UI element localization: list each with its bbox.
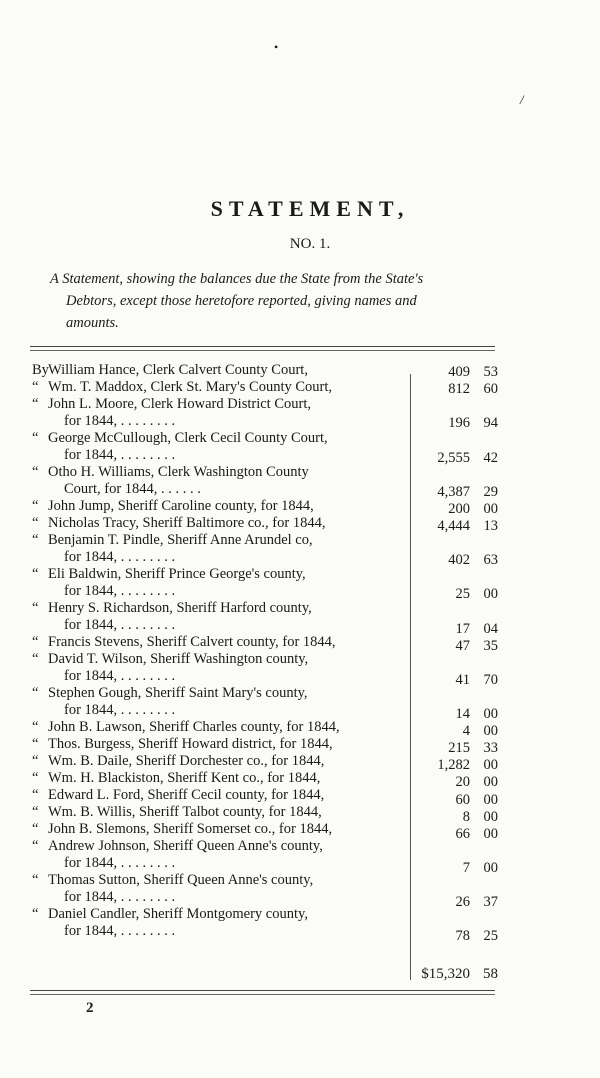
bottom-rule <box>30 990 495 991</box>
amount-cents: 70 <box>483 671 498 688</box>
entry-amount <box>412 740 498 757</box>
debtor-description: John L. Moore, Clerk Howard District Court, <box>48 396 311 412</box>
amount-cents: 13 <box>483 517 498 534</box>
entry-prefix: “ <box>32 821 39 837</box>
debtor-continuation-line: for 1844, . . . . . . . . <box>64 617 176 633</box>
debtor-description: Stephen Gough, Sheriff Saint Mary's county, <box>48 685 308 701</box>
amount-cents: 60 <box>483 381 498 398</box>
entry-amount <box>412 792 498 809</box>
debtor-continuation-line: for 1844, . . . . . . . . <box>64 583 176 599</box>
debtor-continuation-line: for 1844, . . . . . . . . <box>64 702 176 718</box>
debtor-name-line <box>32 362 412 379</box>
entry-prefix: “ <box>32 515 39 531</box>
debtor-description: Wm. T. Maddox, Clerk St. Mary's County Court, <box>48 379 333 395</box>
debtor-description: Wm. B. Willis, Sheriff Talbot county, for 1844, <box>48 804 322 820</box>
debtor-description: Eli Baldwin, Sheriff Prince George's county, <box>48 566 306 582</box>
statement-description <box>50 268 510 334</box>
debtor-entry <box>32 430 412 464</box>
debtor-continuation-line: for 1844, . . . . . . . . <box>64 668 176 684</box>
entry-amount <box>412 586 498 603</box>
amount-dollars: 7 <box>462 859 470 876</box>
debtor-description: Benjamin T. Pindle, Sheriff Anne Arundel co, <box>48 532 313 548</box>
entry-amount <box>412 706 498 723</box>
debtor-name-line <box>32 498 412 515</box>
amount-dollars: 200 <box>448 500 470 517</box>
amount-dollars: 78 <box>455 928 470 945</box>
entry-prefix: “ <box>32 719 39 735</box>
amount-dollars: 41 <box>455 671 470 688</box>
entry-prefix: “ <box>32 906 39 922</box>
debtor-entry <box>32 804 412 821</box>
entry-prefix: “ <box>32 804 39 820</box>
debtor-name-line <box>32 532 412 549</box>
statement-number: NO. 1. <box>289 236 331 252</box>
debtor-description: William Hance, Clerk Calvert County Court, <box>48 362 308 378</box>
debtor-entry <box>32 821 412 838</box>
entry-prefix: “ <box>32 753 39 769</box>
debtor-entry <box>32 498 412 515</box>
debtor-name-line <box>32 787 412 804</box>
debtor-name-line <box>32 770 412 787</box>
entry-prefix: “ <box>32 532 39 548</box>
debtor-name-line <box>32 566 412 583</box>
amount-cents: 00 <box>483 723 498 740</box>
intro-line-3: amounts. <box>66 315 119 331</box>
entry-amount <box>412 450 498 467</box>
debtor-name-line <box>32 906 412 923</box>
entry-prefix: “ <box>32 566 39 582</box>
amount-cents: 33 <box>483 740 498 757</box>
amount-cents: 00 <box>483 859 498 876</box>
debtor-name-line <box>32 515 412 532</box>
amount-cents: 00 <box>483 825 498 842</box>
total-cents: 58 <box>483 966 498 982</box>
entry-amount <box>412 552 498 569</box>
entry-prefix: “ <box>32 379 39 395</box>
debtor-continuation-line: for 1844, . . . . . . . . <box>64 447 176 463</box>
entry-prefix: “ <box>32 872 39 888</box>
debtor-description: Thos. Burgess, Sheriff Howard district, for 1844, <box>48 736 333 752</box>
top-rule <box>30 346 495 347</box>
amount-cents: 53 <box>483 364 498 380</box>
debtor-continuation-line: for 1844, . . . . . . . . <box>64 923 176 939</box>
total-amount <box>412 966 498 983</box>
debtor-entry <box>32 753 412 770</box>
amount-dollars: 2,555 <box>437 449 470 466</box>
debtor-name-line <box>32 753 412 770</box>
amount-cents: 29 <box>483 483 498 500</box>
debtor-entry <box>32 464 412 498</box>
amount-dollars: 47 <box>455 637 470 654</box>
debtor-entry <box>32 600 412 634</box>
entry-amount <box>412 484 498 501</box>
debtor-continuation-line: for 1844, . . . . . . . . <box>64 855 176 871</box>
entry-prefix: “ <box>32 396 39 412</box>
entry-prefix: By <box>32 362 49 378</box>
amount-dollars: 25 <box>455 586 470 603</box>
entry-prefix: “ <box>32 736 39 752</box>
amount-dollars: 4 <box>462 723 470 740</box>
amount-dollars: 812 <box>448 381 470 398</box>
debtor-entry <box>32 532 412 566</box>
entry-prefix: “ <box>32 464 39 480</box>
total-dollars: $15,320 <box>421 966 470 982</box>
entry-amount <box>412 757 498 774</box>
debtor-entry <box>32 651 412 685</box>
debtor-entry <box>32 770 412 787</box>
debtor-entry <box>32 685 412 719</box>
entry-prefix: “ <box>32 430 39 446</box>
amount-dollars: 402 <box>448 552 470 569</box>
debtor-continuation-line: Court, for 1844, . . . . . . <box>64 481 201 497</box>
amount-dollars: 4,444 <box>437 517 470 534</box>
page-number: 2 <box>86 1000 94 1016</box>
amount-dollars: 66 <box>455 825 470 842</box>
debtor-name-line <box>32 634 412 651</box>
entry-prefix: “ <box>32 498 39 514</box>
amount-cents: 00 <box>483 757 498 774</box>
entry-prefix: “ <box>32 838 39 854</box>
debtor-entry <box>32 838 412 872</box>
amount-cents: 00 <box>483 500 498 517</box>
debtor-description: Thomas Sutton, Sheriff Queen Anne's county, <box>48 872 314 888</box>
debtor-description: John Jump, Sheriff Caroline county, for 1844, <box>48 498 314 514</box>
amount-dollars: 4,387 <box>437 483 470 500</box>
debtor-entry <box>32 719 412 736</box>
debtor-entry <box>32 515 412 532</box>
entry-prefix: “ <box>32 787 39 803</box>
amount-cents: 63 <box>483 552 498 569</box>
debtor-entry <box>32 787 412 804</box>
top-rule-double <box>30 350 495 351</box>
debtor-description: Francis Stevens, Sheriff Calvert county, for 1844, <box>48 634 336 650</box>
amount-cents: 00 <box>483 586 498 603</box>
amount-dollars: 20 <box>455 774 470 791</box>
amount-cents: 35 <box>483 637 498 654</box>
entry-prefix: “ <box>32 651 39 667</box>
entry-prefix: “ <box>32 600 39 616</box>
amount-cents: 00 <box>483 808 498 825</box>
amount-cents: 00 <box>483 706 498 722</box>
amount-dollars: 60 <box>455 791 470 808</box>
debtor-description: Edward L. Ford, Sheriff Cecil county, for 1844, <box>48 787 325 803</box>
debtor-name-line <box>32 396 412 413</box>
debtor-name-line <box>32 651 412 668</box>
debtor-name-line <box>32 804 412 821</box>
debtor-description: John B. Lawson, Sheriff Charles county, for 1844, <box>48 719 340 735</box>
debtor-entry <box>32 906 412 940</box>
entry-amount <box>412 415 498 432</box>
debtor-description: Wm. H. Blackiston, Sheriff Kent co., for 1844, <box>48 770 321 786</box>
amount-cents: 37 <box>483 894 498 911</box>
entry-amount <box>412 826 498 843</box>
debtor-description: Nicholas Tracy, Sheriff Baltimore co., for 1844, <box>48 515 326 531</box>
entry-prefix: “ <box>32 685 39 701</box>
amount-cents: 00 <box>483 791 498 808</box>
debtor-name-line <box>32 821 412 838</box>
entry-amount <box>412 894 498 911</box>
debtor-entry <box>32 736 412 753</box>
debtor-entry <box>32 379 412 396</box>
entry-amount <box>412 672 498 689</box>
debtor-entry <box>32 566 412 600</box>
ink-dot-mark: • <box>274 40 279 54</box>
debtor-name-line <box>32 464 412 481</box>
amount-dollars: 26 <box>455 894 470 911</box>
bottom-rule-double <box>30 994 495 995</box>
amount-dollars: 8 <box>462 808 470 825</box>
debtor-description: Wm. B. Daile, Sheriff Dorchester co., for 1844, <box>48 753 325 769</box>
debtor-name-line <box>32 719 412 736</box>
entry-amount <box>412 774 498 791</box>
amount-cents: 04 <box>483 620 498 637</box>
debtor-entry <box>32 634 412 651</box>
amount-dollars: 409 <box>448 364 470 380</box>
debtor-description: David T. Wilson, Sheriff Washington county, <box>48 651 309 667</box>
debtor-entry <box>32 362 412 379</box>
debtor-description: Daniel Candler, Sheriff Montgomery county, <box>48 906 308 922</box>
amount-cents: 00 <box>483 774 498 791</box>
debtor-entry <box>32 396 412 430</box>
debtor-name-line <box>32 838 412 855</box>
debtor-description: George McCullough, Clerk Cecil County Court, <box>48 430 328 446</box>
amount-dollars: 17 <box>455 620 470 637</box>
intro-line-1: A Statement, showing the balances due the State from the State's <box>50 271 424 287</box>
entry-amount <box>412 809 498 826</box>
debtor-name-line <box>32 872 412 889</box>
debtor-description: John B. Slemons, Sheriff Somerset co., for 1844, <box>48 821 333 837</box>
debtor-entry <box>32 872 412 906</box>
entry-amount <box>412 621 498 638</box>
debtor-list <box>32 362 412 940</box>
debtor-name-line <box>32 736 412 753</box>
amount-dollars: 1,282 <box>437 757 470 774</box>
debtor-name-line <box>32 600 412 617</box>
debtor-description: Henry S. Richardson, Sheriff Harford county, <box>48 600 312 616</box>
entry-amount <box>412 638 498 655</box>
entry-amount <box>412 501 498 518</box>
debtor-continuation-line: for 1844, . . . . . . . . <box>64 549 176 565</box>
entry-amount <box>412 364 498 381</box>
amount-dollars: 14 <box>455 706 470 722</box>
debtor-continuation-line: for 1844, . . . . . . . . <box>64 889 176 905</box>
amount-cents: 25 <box>483 928 498 945</box>
pencil-tick-mark: / <box>520 92 524 107</box>
entry-amount <box>412 860 498 877</box>
entry-amount <box>412 928 498 945</box>
page-title: STATEMENT, <box>210 196 410 221</box>
entry-prefix: “ <box>32 634 39 650</box>
intro-line-2: Debtors, except those heretofore reported, giving names and <box>66 293 417 309</box>
entry-amount <box>412 518 498 535</box>
debtor-name-line <box>32 379 412 396</box>
amount-dollars: 215 <box>448 740 470 757</box>
amount-cents: 94 <box>483 415 498 432</box>
entry-amount <box>412 723 498 740</box>
entry-prefix: “ <box>32 770 39 786</box>
entry-amount <box>412 381 498 398</box>
debtor-name-line <box>32 685 412 702</box>
amount-cents: 42 <box>483 449 498 466</box>
amount-dollars: 196 <box>448 415 470 432</box>
debtor-description: Otho H. Williams, Clerk Washington County <box>48 464 309 480</box>
debtor-description: Andrew Johnson, Sheriff Queen Anne's county, <box>48 838 323 854</box>
debtor-continuation-line: for 1844, . . . . . . . . <box>64 413 176 429</box>
debtor-name-line <box>32 430 412 447</box>
